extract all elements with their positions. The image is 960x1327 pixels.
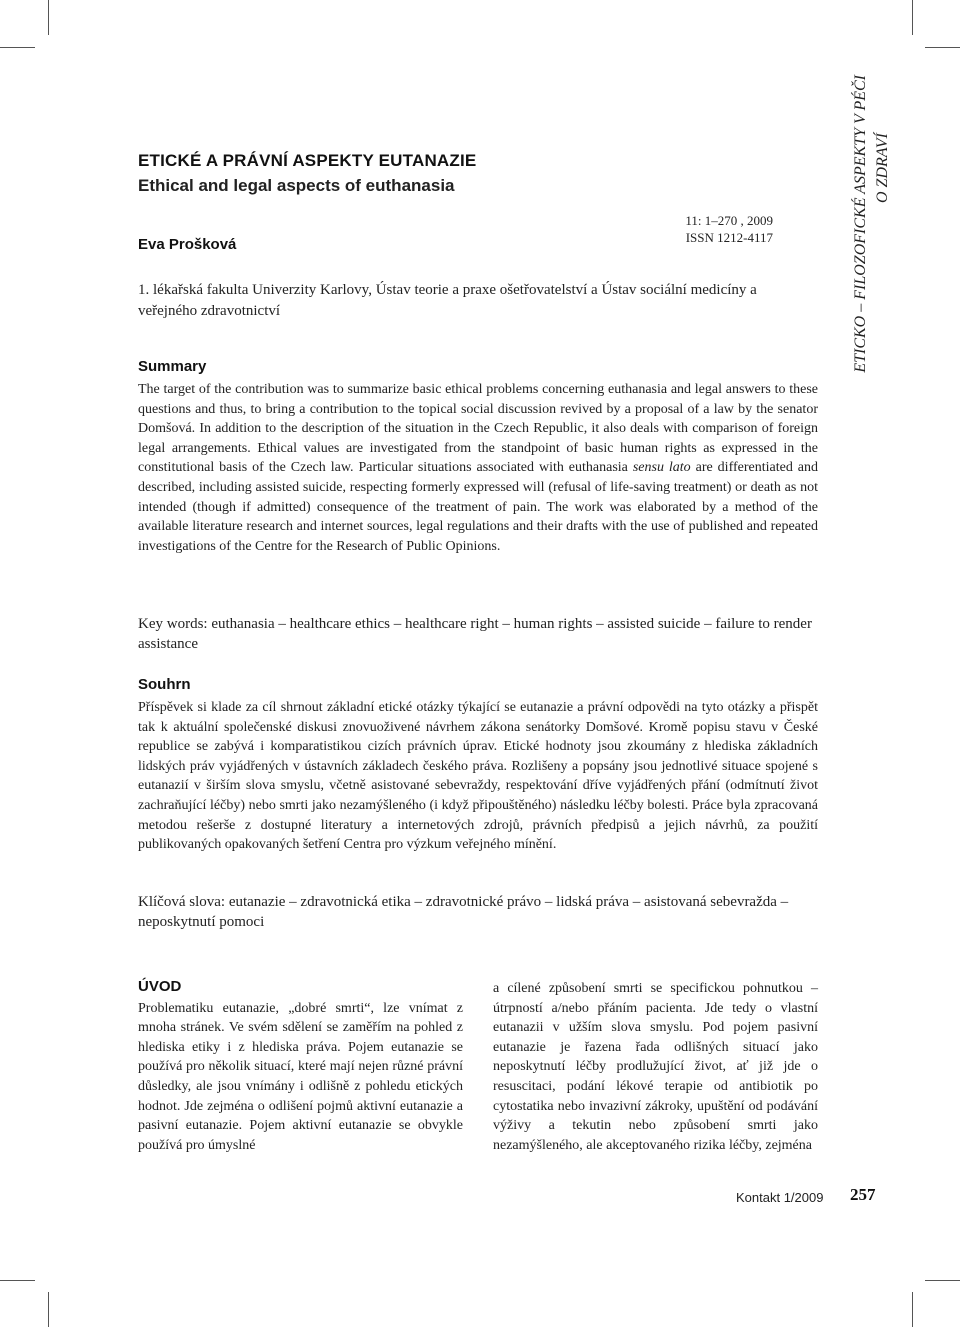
sidebar-line-2: O ZDRAVÍ (874, 133, 891, 203)
intro-heading: ÚVOD (138, 978, 182, 995)
crop-mark (0, 1280, 35, 1281)
summary-heading: Summary (138, 358, 207, 375)
crop-mark (925, 1280, 960, 1281)
souhrn-heading: Souhrn (138, 676, 191, 693)
intro-column-left (138, 977, 463, 1155)
summary-keywords: Key words: euthanasia – healthcare ethics – healthcare right – human rights – assisted suicide – failure to render assistance (138, 616, 812, 652)
souhrn-text: Příspěvek si klade za cíl shrnout základní etické otázky týkající se eutanazie a právní odpovědi na tyto otázky a přispět tak k aktuální společenské diskusi znovuoživené návrhem zákona senátorky Domšové. Kromě popisu stavu v České republice se zabývá i komparatistikou cizích právních úprav. Etické hodnoty jsou zkoumány z hlediska základních lidských práv vyjádřených v ústavních základech českého práva. Rozlišeny a popsány jsou jednotlivé situace spojené s eutanazií v širším slova smyslu, včetně asistované sebevraždy, respektování dříve vyjádřených přání (odmítnutí život zachraňující léčby) nebo smrti jako nezamýšleného (i když připouštěného) následku léčby bolesti. Práce byla zpracovaná metodou rešerše z dostupné literatury a internetových zdrojů, právních předpisů a jejich návrhů, za použití publikovaných opakovaných šetření Centra pro výzkum veřejného mínění. (138, 700, 818, 853)
journal-name: Kontakt 1/2009 (736, 1190, 824, 1205)
section-sidebar (850, 75, 905, 435)
publication-info (655, 212, 773, 246)
intro-text-right: a cílené způsobení smrti se specifickou pohnutkou – útrpností a/nebo přáním pacienta. Jde tedy o vlastní eutanazii v užším slova smyslu. Pod pojem pasivní eutanazie je řazena řada odlišných situací jako neposkytnutí léčby prodlužující život, ať již jde o resuscitaci, podání lékové terapie od antibiotik po cytostatika nebo invazivní zákroky, upuštění od podávání výživy a tekutin nebo způsobení smrti jako nezamýšleného, ale akceptovaného rizika léčby, zejména (493, 981, 818, 1153)
crop-mark (925, 47, 960, 48)
souhrn-keywords: Klíčová slova: eutanazie – zdravotnická etika – zdravotnické právo – lidská práva – asistovaná sebevražda – neposkytnutí pomoci (138, 894, 789, 930)
latin-term: sensu lato (632, 460, 691, 476)
crop-mark (912, 1292, 913, 1327)
crop-mark (48, 0, 49, 35)
intro-text-left: Problematiku eutanazie, „dobré smrti“, lze vnímat z mnoha stránek. Ve svém sdělení se zaměřím na pohled z hlediska etiky i z hlediska práva. Pojem eutanazie se používá pro několik situací, které mají nejen různé právní důsledky, ale jsou vnímány i odlišně z pohledu etických hodnot. Jde zejména o odlišení pojmů aktivní eutanazie a pasivní eutanazie. Pojem aktivní eutanazie se obvykle používá pro úmyslné (138, 1000, 463, 1153)
crop-mark (0, 47, 35, 48)
intro-column-right (493, 979, 818, 1155)
summary-text (138, 380, 818, 556)
article-title-english: Ethical and legal aspects of euthanasia (138, 176, 455, 195)
summary-text-part: The target of the contribution was to summarize basic ethical problems concerning euthanasia and legal answers to these questions and thus, to bring a contribution to the topical social discussion revived by a proposal of a law by the senator Domšová. In addition to the description of the situation in the Czech Republic, it also deals with comparison of foreign legal arrangements. Ethical values are investigated from the standpoint of basic human rights as expressed in the constitutional basis of the Czech law. Particular situations associated with euthanasia (138, 382, 818, 476)
summary-text-part: are differentiated and described, including assisted suicide, respecting formerly expressed will (refusal of life-saving treatment) or death as not intended (though if admitted) consequence of the treatment of pain. The work was elaborated by a method of the available literature research and internet sources, legal regulations and their drafts with the use of published and repeated investigations of the Centre for the Research of Public Opinions. (138, 460, 818, 554)
crop-mark (48, 1292, 49, 1327)
article-title-czech: ETICKÉ A PRÁVNÍ ASPEKTY EUTANAZIE (138, 151, 477, 170)
publication-volume: 11: 1–270 , 2009 (685, 213, 773, 228)
page-number: 257 (850, 1185, 876, 1204)
author-affiliation: 1. lékařská fakulta Univerzity Karlovy, Ústav teorie a praxe ošetřovatelství a Ústav sociální medicíny a veřejného zdravotnictví (138, 282, 757, 319)
sidebar-line-1: ETICKO – FILOZOFICKÉ ASPEKTY V PÉČI (852, 75, 869, 373)
crop-mark (912, 0, 913, 35)
publication-issn: ISSN 1212-4117 (685, 230, 773, 245)
author-name: Eva Prošková (138, 236, 237, 253)
